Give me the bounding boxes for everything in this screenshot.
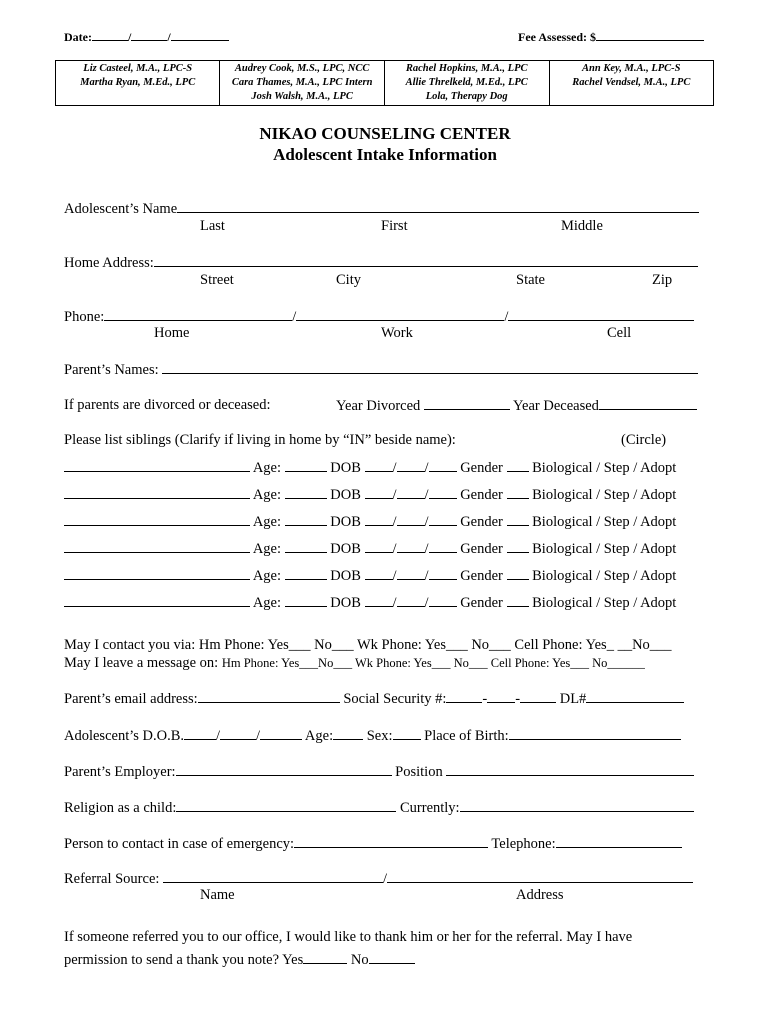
sibling-name-line[interactable] xyxy=(64,594,250,607)
sibling-dob-year[interactable] xyxy=(429,567,457,580)
employer-row[interactable] xyxy=(64,763,694,781)
sibling-dob-month[interactable] xyxy=(365,594,393,607)
sibling-gender-line[interactable] xyxy=(507,486,529,499)
sibling-row[interactable]: Age: DOB / / Gender Biological / Step / Adopt xyxy=(64,594,676,612)
staff-name: Audrey Cook, M.S., LPC, NCC xyxy=(234,63,370,74)
staff-name: Rachel Hopkins, M.A., LPC xyxy=(405,63,528,74)
emergency-label: Person to contact in case of emergency: xyxy=(64,836,295,852)
sibling-dob-day[interactable] xyxy=(397,567,425,580)
center-title: NIKAO COUNSELING CENTER xyxy=(259,124,511,143)
sibling-age-label: Age: xyxy=(252,541,282,557)
sibling-gender-line[interactable] xyxy=(507,567,529,580)
thanks-no-label: No xyxy=(350,952,369,968)
contact-line[interactable]: May I contact you via: Hm Phone: Yes___ No___ Wk Phone: Yes___ No___ Cell Phone: Yes_ __No___ xyxy=(64,637,672,653)
sibling-dob-label: DOB xyxy=(330,541,361,557)
dob-label: Adolescent’s D.O.B. xyxy=(64,728,185,744)
sibling-dob-label: DOB xyxy=(330,595,361,611)
sibling-dob-label: DOB xyxy=(330,460,361,476)
staff-name: Ann Key, M.A., LPC-S xyxy=(582,63,681,74)
sibling-age-line[interactable] xyxy=(285,567,327,580)
sibling-gender-label: Gender xyxy=(460,460,503,476)
phone-label: Phone: xyxy=(64,309,105,325)
referral-label: Referral Source: xyxy=(64,871,160,887)
sibling-age-line[interactable] xyxy=(285,540,327,553)
staff-name: Lola, Therapy Dog xyxy=(425,91,508,102)
fee-label: Fee Assessed: $ xyxy=(518,30,596,44)
sibling-dob-month[interactable] xyxy=(365,459,393,472)
staff-column-2 xyxy=(220,61,384,106)
sibling-gender-label: Gender xyxy=(460,595,503,611)
employer-label: Parent’s Employer: xyxy=(64,764,176,780)
sibling-gender-label: Gender xyxy=(460,487,503,503)
phone-field[interactable]: Phone: / / xyxy=(64,308,694,326)
sibling-name-line[interactable] xyxy=(64,540,250,553)
referral-name-caption: Name xyxy=(200,887,235,903)
sibling-row[interactable]: Age: DOB / / Gender Biological / Step / Adopt xyxy=(64,513,676,531)
sibling-name-line[interactable] xyxy=(64,459,250,472)
sibling-age-label: Age: xyxy=(252,568,282,584)
cell-caption: Cell xyxy=(607,325,632,341)
sibling-relation-options[interactable]: Biological / Step / Adopt xyxy=(532,568,677,584)
sibling-dob-day[interactable] xyxy=(397,540,425,553)
staff-name: Rachel Vendsel, M.A., LPC xyxy=(572,77,691,88)
currently-label: Currently: xyxy=(399,800,460,816)
sibling-age-line[interactable] xyxy=(285,486,327,499)
sibling-dob-year[interactable] xyxy=(429,594,457,607)
sibling-row[interactable]: Age: DOB / / Gender Biological / Step / Adopt xyxy=(64,540,676,558)
sibling-dob-day[interactable] xyxy=(397,513,425,526)
sex-label: Sex: xyxy=(366,728,393,744)
form-title: Adolescent Intake Information xyxy=(273,145,497,164)
sibling-name-line[interactable] xyxy=(64,567,250,580)
sibling-gender-line[interactable] xyxy=(507,540,529,553)
ssn-label: Social Security #: xyxy=(343,691,447,707)
sibling-age-line[interactable] xyxy=(285,594,327,607)
email-row[interactable]: Parent’s email address: Social Security #: - - DL# xyxy=(64,690,684,708)
sibling-dob-year[interactable] xyxy=(429,540,457,553)
parents-field[interactable] xyxy=(64,361,698,379)
sibling-age-label: Age: xyxy=(252,595,282,611)
position-label: Position xyxy=(395,764,443,780)
city-caption: City xyxy=(336,272,361,288)
sibling-dob-year[interactable] xyxy=(429,459,457,472)
sibling-relation-options[interactable]: Biological / Step / Adopt xyxy=(532,460,677,476)
siblings-label: Please list siblings (Clarify if living in home by “IN” beside name): xyxy=(64,432,456,448)
last-caption: Last xyxy=(200,218,225,234)
sibling-gender-label: Gender xyxy=(460,541,503,557)
home-caption: Home xyxy=(154,325,190,341)
circle-note: (Circle) xyxy=(621,432,667,448)
dob-row[interactable]: Adolescent’s D.O.B. / / Age: Sex: Place of Birth: xyxy=(64,727,681,745)
staff-column-4 xyxy=(549,61,713,106)
sibling-gender-line[interactable] xyxy=(507,459,529,472)
staff-name: Josh Walsh, M.A., LPC xyxy=(251,91,353,102)
state-caption: State xyxy=(516,272,545,288)
parents-label: Parent’s Names: xyxy=(64,362,159,378)
staff-name: Cara Thames, M.A., LPC Intern xyxy=(231,77,373,88)
message-options: Hm Phone: Yes___No___ Wk Phone: Yes___ No___ Cell Phone: Yes___ No______ xyxy=(221,656,645,670)
dl-label: DL# xyxy=(559,691,587,707)
sibling-gender-label: Gender xyxy=(460,568,503,584)
message-line[interactable] xyxy=(64,655,645,672)
sibling-dob-day[interactable] xyxy=(397,459,425,472)
sibling-age-line[interactable] xyxy=(285,513,327,526)
referral-address-caption: Address xyxy=(516,887,564,903)
sibling-dob-label: DOB xyxy=(330,487,361,503)
sibling-dob-month[interactable] xyxy=(365,486,393,499)
year-divorced-label: Year Divorced xyxy=(336,398,421,414)
sibling-row[interactable]: Age: DOB / / Gender Biological / Step / Adopt xyxy=(64,459,676,477)
sibling-dob-year[interactable] xyxy=(429,513,457,526)
divorced-fields[interactable] xyxy=(336,397,697,415)
sibling-dob-day[interactable] xyxy=(397,486,425,499)
email-label: Parent’s email address: xyxy=(64,691,198,707)
sibling-name-line[interactable] xyxy=(64,513,250,526)
name-field[interactable] xyxy=(64,200,699,218)
date-label: Date: xyxy=(64,30,92,44)
sibling-age-label: Age: xyxy=(252,460,282,476)
sibling-gender-line[interactable] xyxy=(507,594,529,607)
sibling-gender-label: Gender xyxy=(460,514,503,530)
sibling-age-label: Age: xyxy=(252,487,282,503)
staff-column-3 xyxy=(384,61,549,106)
fee-field[interactable] xyxy=(518,28,704,45)
sibling-age-label: Age: xyxy=(252,514,282,530)
year-deceased-label: Year Deceased xyxy=(513,398,599,414)
staff-table xyxy=(55,60,714,106)
sibling-dob-year[interactable] xyxy=(429,486,457,499)
zip-caption: Zip xyxy=(652,272,673,288)
sibling-age-line[interactable] xyxy=(285,459,327,472)
sibling-row[interactable]: Age: DOB / / Gender Biological / Step / Adopt xyxy=(64,567,676,585)
staff-column-1 xyxy=(56,61,220,106)
sibling-row[interactable]: Age: DOB / / Gender Biological / Step / Adopt xyxy=(64,486,676,504)
sibling-dob-month[interactable] xyxy=(365,567,393,580)
sibling-dob-month[interactable] xyxy=(365,513,393,526)
address-label: Home Address: xyxy=(64,255,154,271)
sibling-relation-options[interactable]: Biological / Step / Adopt xyxy=(532,514,677,530)
message-label: May I leave a message on: xyxy=(64,655,219,671)
work-caption: Work xyxy=(381,325,413,341)
thanks-line-1: If someone referred you to our office, I would like to thank him or her for the referral. May I have xyxy=(64,929,633,945)
middle-caption: Middle xyxy=(561,218,603,234)
thanks-question: permission to send a thank you note? Yes xyxy=(64,952,304,968)
sibling-relation-options[interactable]: Biological / Step / Adopt xyxy=(532,487,677,503)
address-field[interactable] xyxy=(64,254,698,272)
sibling-relation-options[interactable]: Biological / Step / Adopt xyxy=(532,595,677,611)
staff-name: Allie Threlkeld, M.Ed., LPC xyxy=(405,77,528,88)
divorced-label: If parents are divorced or deceased: xyxy=(64,397,271,413)
street-caption: Street xyxy=(200,272,234,288)
staff-name: Martha Ryan, M.Ed., LPC xyxy=(80,77,196,88)
sibling-name-line[interactable] xyxy=(64,486,250,499)
emergency-row[interactable] xyxy=(64,835,682,853)
date-field[interactable]: Date: / / xyxy=(64,28,229,45)
name-label: Adolescent’s Name xyxy=(64,201,178,217)
sibling-dob-label: DOB xyxy=(330,514,361,530)
sibling-dob-day[interactable] xyxy=(397,594,425,607)
religion-row[interactable] xyxy=(64,799,694,817)
religion-label: Religion as a child: xyxy=(64,800,177,816)
sibling-dob-month[interactable] xyxy=(365,540,393,553)
age-label: Age: xyxy=(304,728,334,744)
referral-row[interactable]: Referral Source: / xyxy=(64,870,693,888)
telephone-label: Telephone: xyxy=(491,836,556,852)
sibling-dob-label: DOB xyxy=(330,568,361,584)
thanks-line-2[interactable] xyxy=(64,951,415,969)
sibling-gender-line[interactable] xyxy=(507,513,529,526)
sibling-relation-options[interactable]: Biological / Step / Adopt xyxy=(532,541,677,557)
first-caption: First xyxy=(381,218,408,234)
staff-name: Liz Casteel, M.A., LPC-S xyxy=(83,63,193,74)
pob-label: Place of Birth: xyxy=(424,728,509,744)
